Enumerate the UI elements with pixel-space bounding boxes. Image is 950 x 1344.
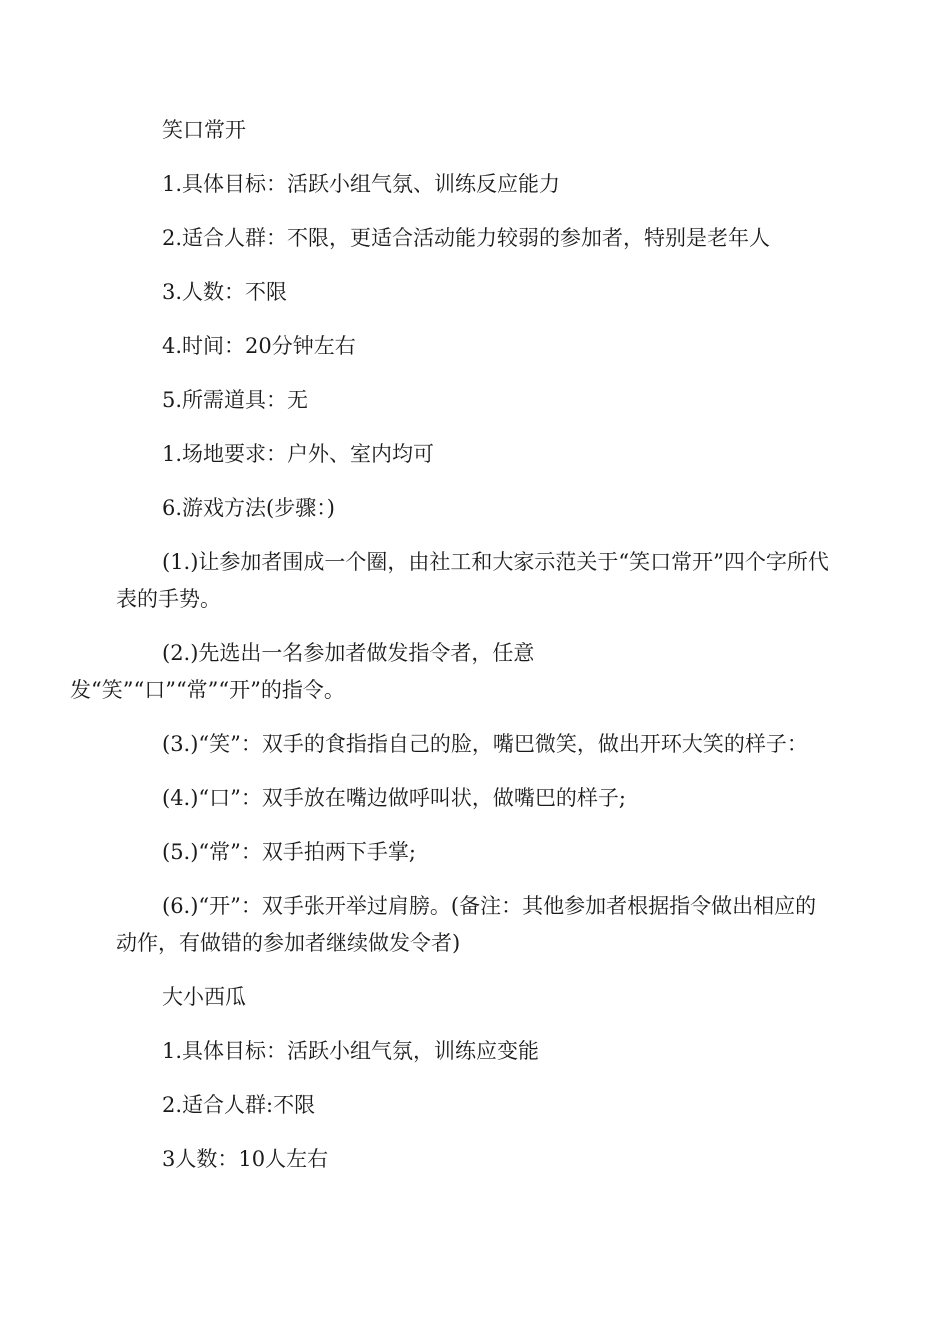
paragraph-headcount: 3.人数：不限: [162, 280, 288, 304]
paragraph-step-2: [70, 635, 836, 709]
paragraph-step-5: (5.)“常”：双手拍两下手掌;: [162, 840, 416, 864]
paragraph-step-1: (1.)让参加者围成一个圈，由社工和大家示范关于“笑口常开”四个字所代表的手势。: [116, 550, 829, 611]
paragraph-goal: 1.具体目标：活跃小组气氛、训练反应能力: [162, 172, 561, 196]
paragraph-goal-2: 1.具体目标：活跃小组气氛，训练应变能: [162, 1039, 540, 1063]
section-title-daxiaoxigua: 大小西瓜: [162, 985, 246, 1009]
paragraph-headcount-2: 3人数：10人左右: [162, 1147, 329, 1171]
paragraph-step-4: (4.)“口”：双手放在嘴边做呼叫状，做嘴巴的样子;: [162, 786, 626, 810]
paragraph-method: 6.游戏方法(步骤：): [162, 496, 335, 520]
paragraph-audience-2: 2.适合人群:不限: [162, 1093, 316, 1117]
paragraph-step-3: (3.)“笑”：双手的食指指自己的脸，嘴巴微笑，做出开环大笑的样子：: [162, 732, 808, 756]
section-title-xiaokouchangkai: 笑口常开: [162, 118, 246, 142]
paragraph-venue: 1.场地要求：户外、室内均可: [162, 442, 435, 466]
paragraph-step-6: (6.)“开”：双手张开举过肩膀。(备注：其他参加者根据指令做出相应的动作，有做错的参加者继续做发令者): [116, 894, 817, 955]
document-body: [70, 112, 836, 1195]
paragraph-time: 4.时间：20分钟左右: [162, 334, 356, 358]
paragraph-step-2-line-2: 发“笑”“口”“常”“开”的指令。: [70, 678, 345, 702]
paragraph-step-2-line-1: (2.)先选出一名参加者做发指令者，任意: [162, 641, 535, 665]
paragraph-props: 5.所需道具：无: [162, 388, 309, 412]
paragraph-audience: 2.适合人群：不限，更适合活动能力较弱的参加者，特别是老年人: [162, 226, 771, 250]
